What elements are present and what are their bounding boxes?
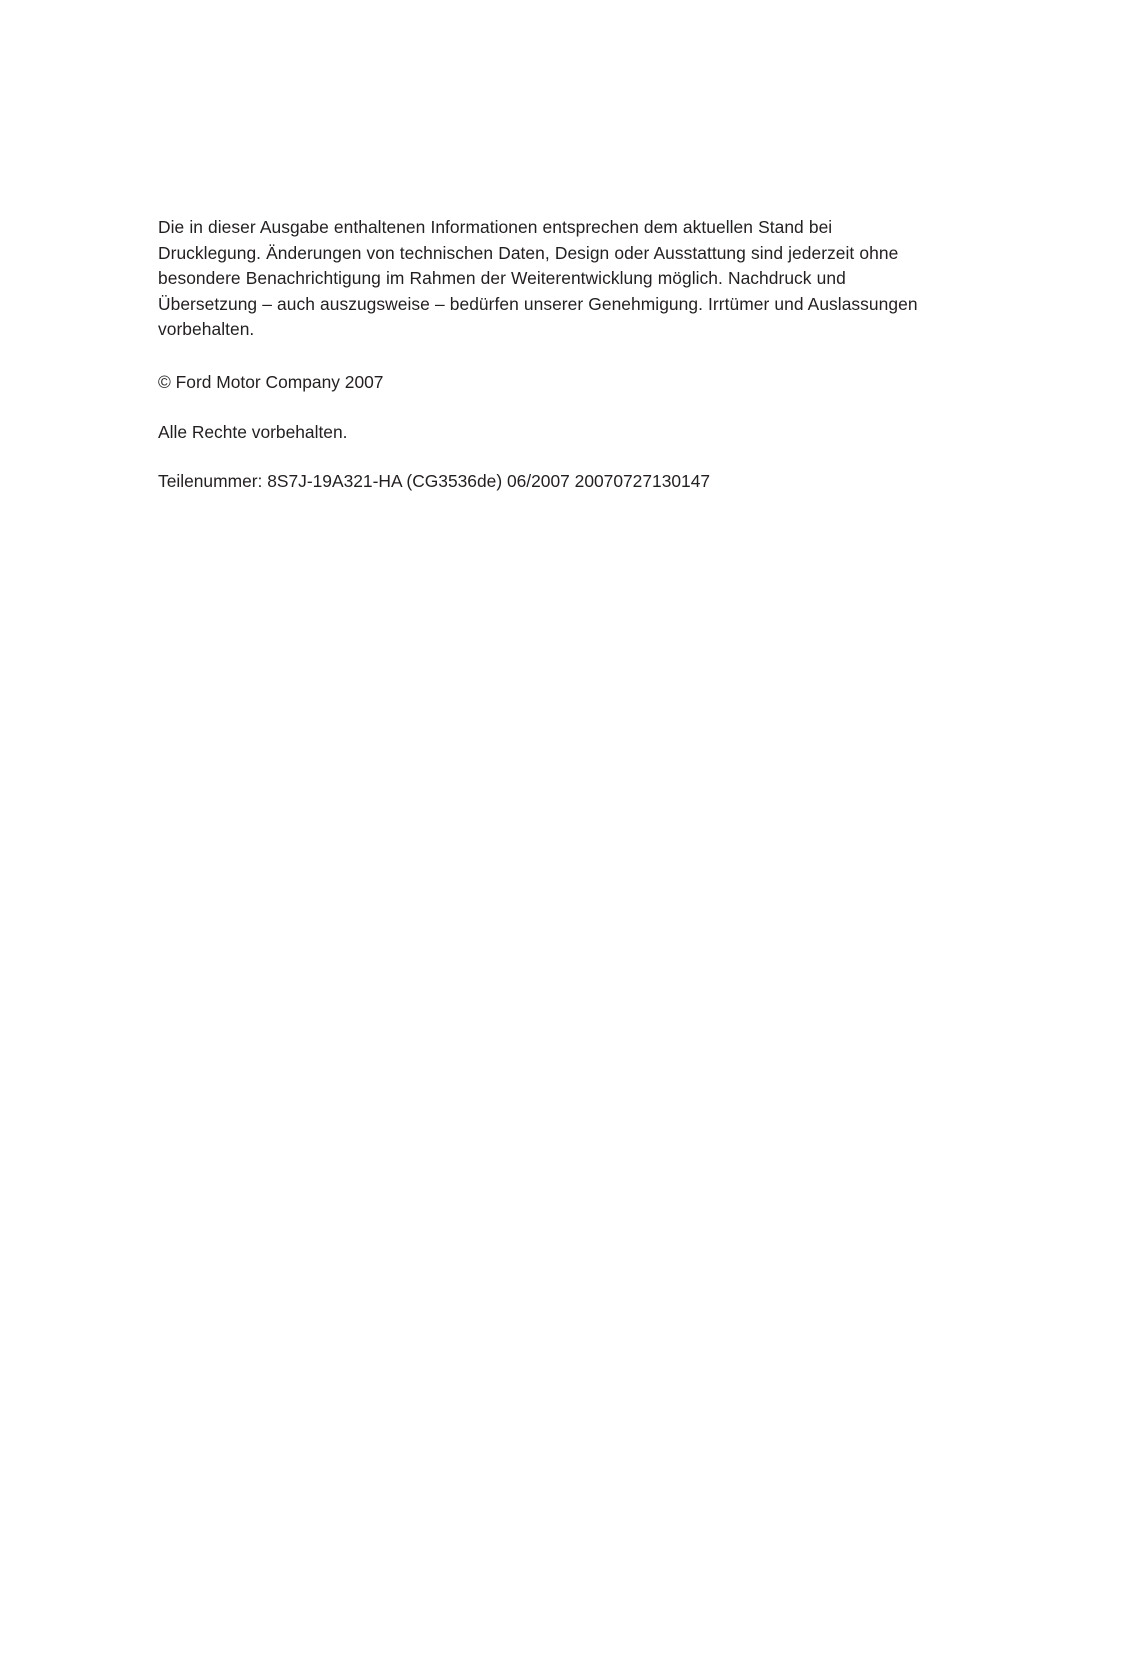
copyright-line: © Ford Motor Company 2007 (158, 371, 384, 392)
rights-reserved-line: Alle Rechte vorbehalten. (158, 421, 348, 442)
legal-disclaimer-paragraph: Die in dieser Ausgabe enthaltenen Informationen entsprechen dem aktuellen Stand bei Drucklegung. Änderungen von technischen Daten, Design oder Ausstattung sind jederzeit ohne besondere Benachrichtigung im Rahmen der Weiterentwicklung möglich. Nachdruck und Übersetzung – auch auszugsweise – bedürfen unserer Genehmigung. Irrtümer und Auslassungen vorbehalten. (158, 217, 918, 340)
imprint-block (158, 215, 933, 495)
part-number-line: Teilenummer: 8S7J-19A321-HA (CG3536de) 06/2007 20070727130147 (158, 471, 711, 492)
